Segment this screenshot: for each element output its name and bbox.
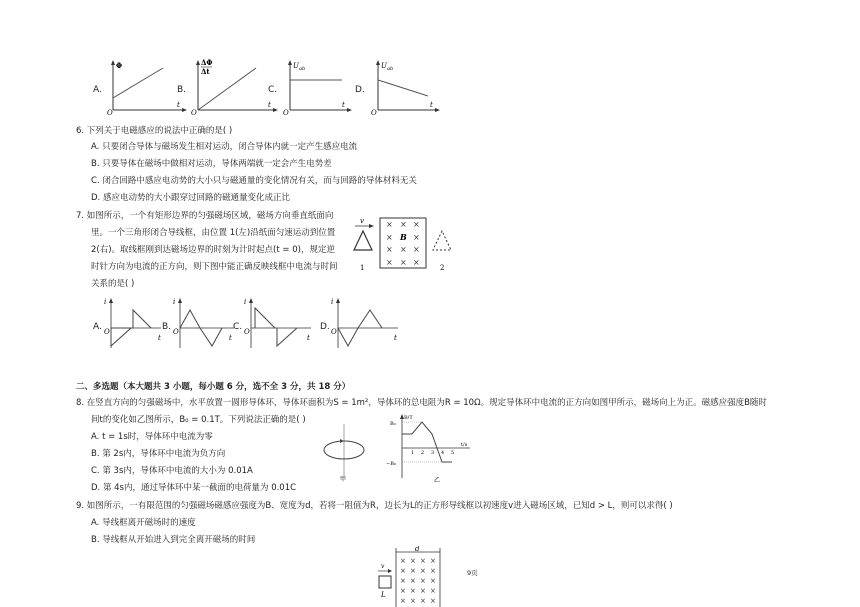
section-2-title: 二、多选题（本大题共 3 小题，每小题 6 分，选不全 3 分，共 18 分） [76,382,351,392]
q9-option-b: B. 导线框从开始进入到完全离开磁场的时间 [91,535,256,545]
velocity-label: v [360,217,364,225]
origin-label: O [244,328,250,336]
q6-option-c: C. 闭合回路中感应电动势的大小只与磁通量的变化情况有关，而与回路的导体材料无关 [91,176,417,186]
t-axis-label: t [177,101,180,109]
i-axis-label: i [331,298,334,306]
svg-text:×: × [400,557,406,565]
q7-magnetic-field-figure [350,214,475,276]
q8-b-t-graph [384,412,474,484]
q6-option-a: A. 只要闭合导体与磁场发生相对运动，闭合导体内就一定产生感应电流 [91,142,358,152]
origin-label: O [107,109,113,116]
i-axis-label: i [244,298,247,306]
origin-label: O [371,109,377,116]
dphi-label: ΔΦ [201,58,213,67]
svg-text:×: × [420,567,426,575]
page-number: 9页 [467,569,478,577]
svg-text:×: × [386,245,393,254]
triangle-frame-1 [354,231,372,250]
svg-text:×: × [420,597,426,605]
origin-label: O [173,328,179,336]
svg-text:×: × [413,245,420,254]
svg-text:×: × [413,233,420,242]
svg-text:×: × [386,233,393,242]
tick-1: 1 [411,450,415,456]
svg-text:×: × [410,577,416,585]
i-axis-label: i [104,298,107,306]
svg-text:×: × [430,577,436,585]
q8-line-1: 8. 在竖直方向的匀强磁场中，水平放置一圆形导体环，导体环面积为S = 1m²，导体环的总电阻为R = 10Ω。规定导体环中电流的正方向如图甲所示，磁场向上为正。磁感应强度B随时 [76,398,767,408]
q8-ring-figure [318,420,380,482]
t-axis-label: t [342,101,345,109]
q7-option-c-label: C. [233,322,243,332]
uab-axis-label: U [381,62,387,70]
svg-text:×: × [410,597,416,605]
option-b-label: B. [177,85,187,95]
origin-label: O [104,328,110,336]
q6-option-b: B. 只要导体在磁场中做相对运动，导体两端就一定会产生电势差 [91,159,332,169]
q8-option-c: C. 第 3s内，导体环中电流的大小为 0.01A [91,466,253,476]
origin-label: O [191,109,197,116]
q7-option-a-label: A. [93,322,102,332]
svg-text:×: × [400,587,406,595]
tick-2: 2 [421,450,425,456]
fig-yi-label: 乙 [434,477,441,484]
q7-option-b-label: B. [162,322,172,332]
neg-b0-label: −B₀ [386,461,396,467]
q9-field-figure [374,546,464,607]
q7-graph-c [243,296,315,354]
q7-graph-b [172,296,237,354]
svg-text:×: × [430,567,436,575]
tick-3: 3 [431,450,435,456]
t-axis-label: t [307,334,310,342]
t-axis-label: t [430,101,433,109]
svg-text:×: × [400,258,407,267]
q8-option-a: A. t = 1s时，导体环中电流为零 [91,432,213,442]
svg-text:×: × [430,587,436,595]
svg-text:×: × [430,557,436,565]
svg-text:×: × [400,577,406,585]
q7-line-5: 关系的是( ) [91,279,135,289]
b0-label: B₀ [390,421,396,427]
t-axis-label: t [229,334,232,342]
uab-axis-label: U [293,62,299,70]
q6-stem: 6. 下列关于电磁感应的说法中正确的是( ) [76,126,233,136]
field-crosses [386,220,420,267]
svg-text:×: × [420,577,426,585]
svg-text:×: × [400,245,407,254]
svg-text:×: × [386,258,393,267]
q7-line-1: 7. 如图所示，一个有矩形边界的匀强磁场区域，磁场方向垂直纸面向 [76,211,334,221]
t-axis-label: t [394,334,397,342]
svg-text:×: × [430,597,436,605]
svg-text:×: × [400,220,407,229]
q8-option-d: D. 第 4s内，通过导体环中某一截面的电荷量为 0.01C [91,483,297,493]
i-axis-label: i [173,298,176,306]
dt-label: Δt [201,67,210,76]
svg-text:×: × [400,597,406,605]
svg-text:×: × [413,258,420,267]
graph-d-uab-t [370,58,442,116]
velocity-label: v [381,563,385,570]
graph-a-phi-t [105,58,190,116]
svg-text:×: × [410,587,416,595]
position-2-label: 2 [440,264,445,272]
q7-graph-a [103,296,165,354]
option-d-label: D. [355,85,365,95]
q6-option-d: D. 感应电动势的大小跟穿过回路的磁通量变化成正比 [91,193,290,203]
option-a-label: A. [93,85,102,95]
q9-stem: 9. 如图所示，一有限范围的匀强磁场磁感应强度为B、宽度为d，若将一阻值为R，边长为L的正方形导线框以初速度v进入磁场区域，已知d > L，则可以求得( ) [76,501,673,511]
origin-label: O [283,109,289,116]
tick-4: 4 [441,450,445,456]
svg-text:×: × [410,567,416,575]
uab-subscript: ab [387,66,394,72]
t-axis-label: t [268,101,271,109]
field-crosses [400,557,436,605]
tick-5: 5 [451,450,455,456]
field-b-label: B [400,232,407,242]
svg-text:×: × [420,587,426,595]
svg-text:×: × [413,220,420,229]
graph-c-uab-t [282,58,354,116]
origin-label: O [331,328,337,336]
q7-graph-d [330,296,402,354]
t-axis-label: t [158,334,161,342]
q9-option-a: A. 导线框离开磁场时的速度 [91,518,196,528]
width-d-label: d [415,546,420,553]
triangle-frame-2 [433,231,451,250]
side-l-label: L [381,591,386,599]
option-c-label: C. [268,85,278,95]
bt-axis-label: B/T [404,415,413,421]
graph-b-dphi-t [190,56,280,116]
q8-option-b: B. 第 2s内，导体环中电流为负方向 [91,449,226,459]
svg-text:×: × [386,220,393,229]
q8-line-2: 间t的变化如乙图所示，B₀ = 0.1T。下列说法正确的是( ) [91,415,306,425]
fig-jia-label: 甲 [340,476,347,482]
q7-option-d-label: D. [320,322,330,332]
svg-text:×: × [420,557,426,565]
q7-line-3: 2(右)。取线框刚到达磁场边界的时刻为计时起点(t = 0)，规定逆 [91,245,335,255]
q7-line-2: 里。一个三角形闭合导线框，由位置 1(左)沿纸面匀速运动到位置 [91,228,336,238]
ts-axis-label: t/s [461,442,468,448]
phi-axis-label: Φ [116,61,123,70]
square-frame [379,576,391,588]
uab-subscript: ab [299,66,306,72]
q7-line-4: 时针方向为电流的正方向，则下图中能正确反映线框中电流与时间 [91,262,338,272]
svg-text:×: × [400,567,406,575]
position-1-label: 1 [360,264,365,272]
svg-text:×: × [410,557,416,565]
